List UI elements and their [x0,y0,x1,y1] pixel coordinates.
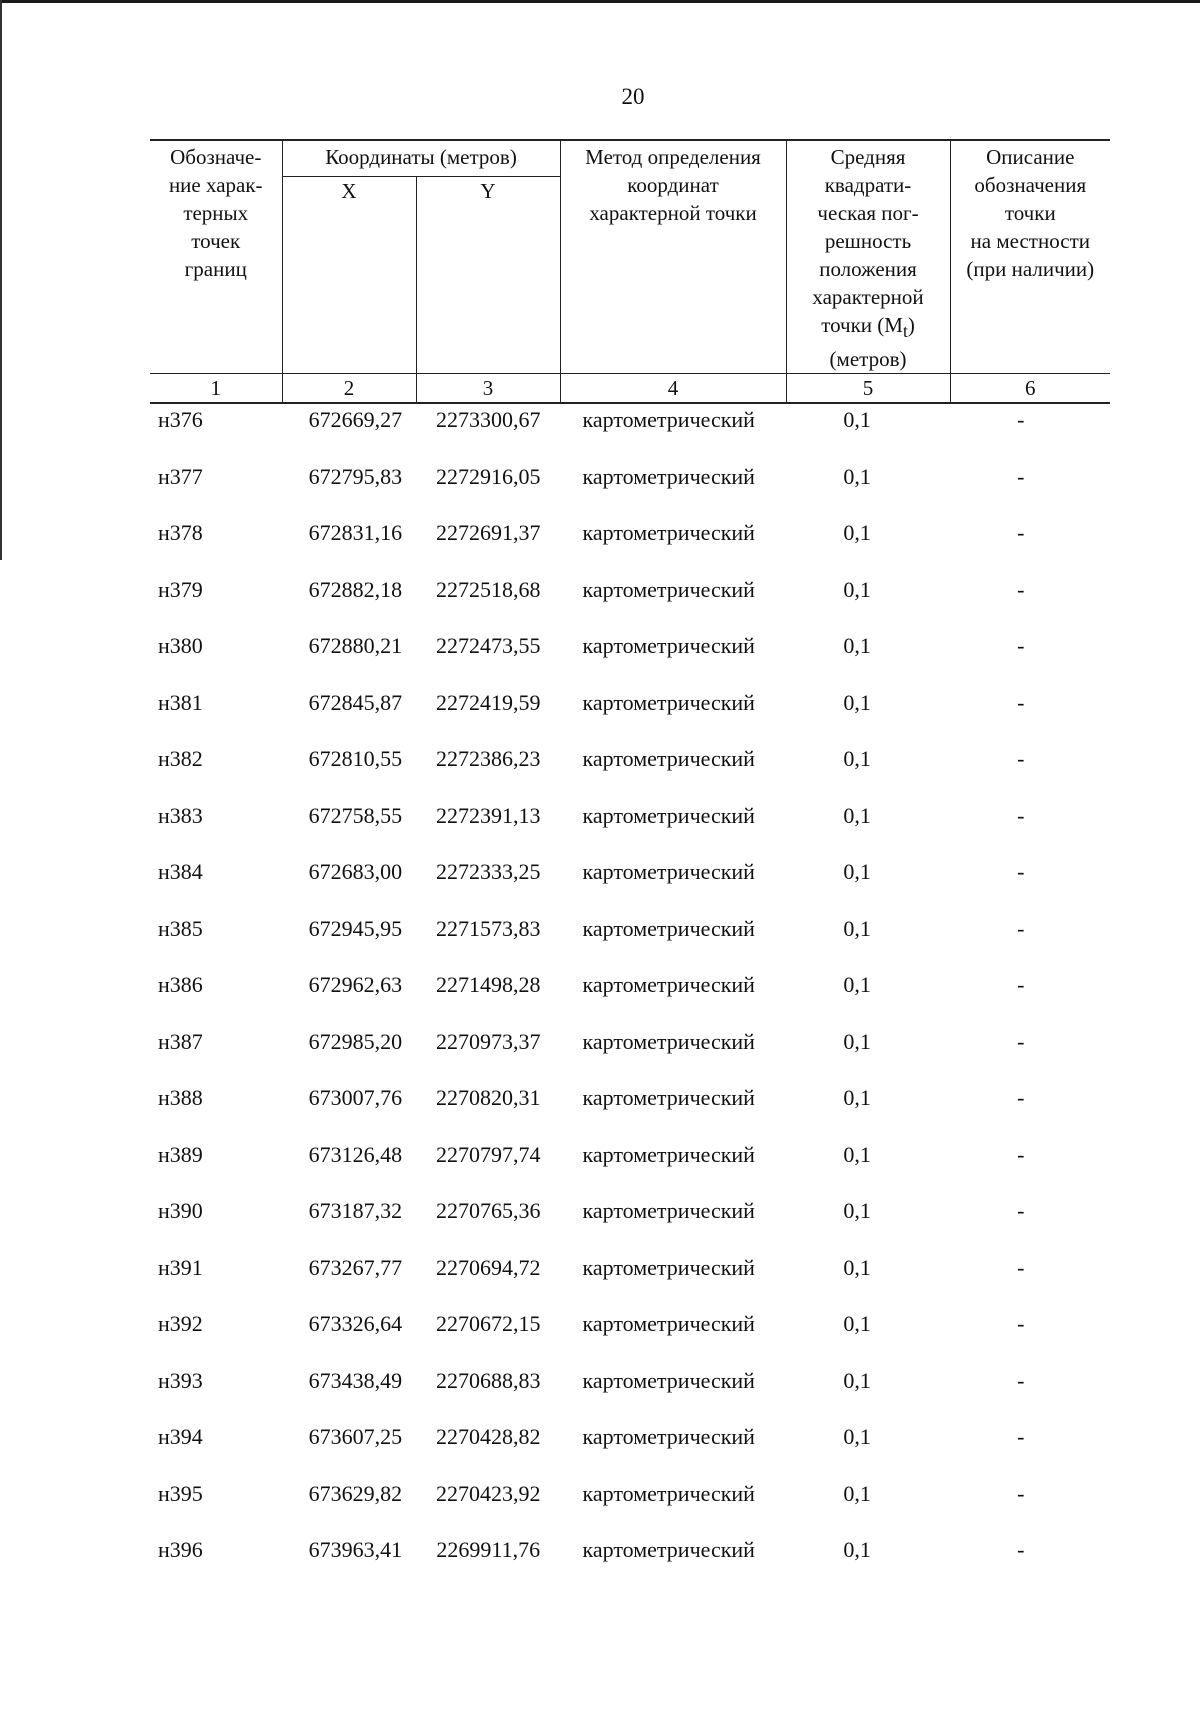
cell-error: 0,1 [843,1198,871,1223]
cell-point: н395 [158,1480,203,1506]
header-mean-square-error [786,140,950,374]
cell-x: 672880,21 [308,633,403,658]
table-row [150,735,1110,792]
cell-point: н387 [158,1028,203,1054]
cell-y: 2272386,23 [435,746,541,771]
cell-point: н384 [158,859,203,884]
cell-point: н379 [158,576,203,602]
cell-description: - [1017,1198,1025,1223]
cell-method: картометрический [582,1198,755,1223]
cell-x: 673187,32 [308,1198,403,1223]
cell-method: картометрический [582,1537,755,1562]
cell-point: н380 [158,633,203,658]
cell-description: - [1017,576,1025,602]
table-row [150,1244,1110,1301]
table-row [150,792,1110,849]
cell-point: н390 [158,1198,203,1223]
cell-point: н376 [158,407,203,432]
cell-method: картометрический [582,576,755,602]
cell-point: н393 [158,1367,203,1393]
cell-error: 0,1 [843,1085,871,1110]
cell-x: 672758,55 [308,802,403,828]
cell-error: 0,1 [843,407,871,432]
cell-error: 0,1 [843,859,871,884]
cell-x: 672985,20 [308,1028,403,1054]
cell-x: 673629,82 [308,1480,403,1506]
cell-x: 672882,18 [308,576,403,602]
cell-method: картометрический [582,520,755,545]
cell-point: н382 [158,746,203,771]
cell-method: картометрический [582,1367,755,1393]
cell-description: - [1017,463,1025,489]
cell-point: н386 [158,972,203,997]
cell-point: н385 [158,915,203,941]
cell-x: 672845,87 [308,689,403,715]
table-row [150,848,1110,905]
cell-point: н381 [158,689,203,715]
table-header [150,139,1110,404]
cell-error: 0,1 [843,576,871,602]
cell-error: 0,1 [843,1254,871,1280]
table-body [150,396,1110,1583]
cell-description: - [1017,689,1025,715]
table-row [150,1131,1110,1188]
header-method [560,140,786,374]
cell-description: - [1017,1480,1025,1506]
cell-method: картометрический [582,972,755,997]
cell-y: 2272916,05 [435,463,541,489]
header-description [950,140,1110,374]
header-coordinates-title: Координаты (метров) [282,140,560,177]
header-col1-line: Обозначе- [170,145,262,169]
cell-method: картометрический [582,1311,755,1336]
cell-error: 0,1 [843,1141,871,1167]
cell-error: 0,1 [843,1480,871,1506]
table-row [150,679,1110,736]
cell-x: 673963,41 [308,1537,403,1562]
cell-method: картометрический [582,746,755,771]
header-col4-line: координат [627,173,719,197]
cell-description: - [1017,1537,1025,1562]
header-number-5: 5 [786,374,950,404]
cell-description: - [1017,1085,1025,1110]
cell-error: 0,1 [843,689,871,715]
header-col6-line: точки [1004,201,1056,225]
page-number: 20 [621,84,645,109]
header-col1-line: ние харак- [168,173,263,197]
cell-method: картометрический [582,1254,755,1280]
header-col5-line: ческая пог- [817,201,919,225]
header-col5-line: Средняя [830,145,906,169]
cell-point: н394 [158,1424,203,1449]
cell-error: 0,1 [843,1028,871,1054]
cell-x: 672683,00 [308,859,403,884]
cell-method: картометрический [582,1480,755,1506]
header-col4-line: характерной точки [589,201,757,225]
header-col6-line: (при наличии) [966,257,1095,281]
cell-error: 0,1 [843,802,871,828]
cell-x: 672945,95 [308,915,403,941]
cell-description: - [1017,520,1025,545]
cell-description: - [1017,859,1025,884]
cell-point: н396 [158,1537,203,1562]
header-col1-line: терных [183,201,249,225]
cell-y: 2270688,83 [435,1367,541,1393]
cell-y: 2270820,31 [435,1085,541,1110]
header-col6-line: обозначения [974,173,1087,197]
table-row [150,453,1110,510]
table-row [150,509,1110,566]
header-col5-line: квадрати- [824,173,912,197]
header-number-6: 6 [950,374,1110,404]
cell-description: - [1017,1254,1025,1280]
header-number-2: 2 [282,374,416,404]
cell-error: 0,1 [843,1424,871,1449]
cell-point: н392 [158,1311,203,1336]
cell-y: 2272333,25 [435,859,541,884]
cell-y: 2272518,68 [435,576,541,602]
header-col5-mt-line [787,311,950,345]
header-col1-line: границ [184,257,247,281]
cell-error: 0,1 [843,1537,871,1562]
header-col5-line: положения [819,257,917,281]
cell-method: картометрический [582,633,755,658]
cell-y: 2272473,55 [435,633,541,658]
header-col6-line: Описание [986,145,1075,169]
table-row [150,1470,1110,1527]
header-col5-line: решность [824,229,912,253]
table-row [150,1300,1110,1357]
cell-x: 672795,83 [308,463,403,489]
cell-error: 0,1 [843,972,871,997]
cell-method: картометрический [582,1141,755,1167]
cell-y: 2272419,59 [435,689,541,715]
cell-y: 2270428,82 [435,1424,541,1449]
cell-point: н383 [158,802,203,828]
table-row [150,961,1110,1018]
table-row [150,1074,1110,1131]
cell-x: 673267,77 [308,1254,403,1280]
header-number-1: 1 [150,374,282,404]
cell-error: 0,1 [843,1367,871,1393]
header-point-designation [150,140,282,374]
header-col-x: X [282,177,416,374]
cell-x: 673607,25 [308,1424,403,1449]
cell-point: н378 [158,520,203,545]
header-col-y: Y [416,177,560,374]
cell-y: 2270694,72 [435,1254,541,1280]
cell-method: картометрический [582,915,755,941]
table-row [150,622,1110,679]
header-col5-line: характерной [812,285,924,309]
cell-y: 2271498,28 [435,972,541,997]
cell-y: 2270765,36 [435,1198,541,1223]
cell-point: н391 [158,1254,203,1280]
cell-description: - [1017,1367,1025,1393]
table-row [150,905,1110,962]
cell-error: 0,1 [843,463,871,489]
cell-y: 2273300,67 [435,407,541,432]
cell-x: 672810,55 [308,746,403,771]
cell-method: картометрический [582,802,755,828]
cell-x: 673007,76 [308,1085,403,1110]
cell-description: - [1017,915,1025,941]
cell-point: н389 [158,1141,203,1167]
cell-point: н388 [158,1085,203,1110]
header-col1-line: точек [191,229,241,253]
cell-error: 0,1 [843,915,871,941]
cell-method: картометрический [582,407,755,432]
cell-method: картометрический [582,463,755,489]
table-row [150,1357,1110,1414]
cell-method: картометрический [582,1085,755,1110]
cell-method: картометрический [582,689,755,715]
cell-x: 672669,27 [308,407,403,432]
table-row [150,1413,1110,1470]
cell-y: 2270797,74 [435,1141,541,1167]
table-row [150,566,1110,623]
cell-x: 673126,48 [308,1141,403,1167]
cell-y: 2270973,37 [435,1028,541,1054]
cell-y: 2271573,83 [435,915,541,941]
header-number-4: 4 [560,374,786,404]
cell-method: картометрический [582,1028,755,1054]
header-col4-line: Метод определения [585,145,761,169]
cell-error: 0,1 [843,1311,871,1336]
cell-x: 673326,64 [308,1311,403,1336]
cell-description: - [1017,407,1025,432]
header-col5-mt-suffix: ) [907,313,915,337]
header-col5-line: (метров) [829,347,907,372]
cell-y: 2270672,15 [435,1311,541,1336]
cell-description: - [1017,972,1025,997]
cell-x: 672831,16 [308,520,403,545]
cell-description: - [1017,1028,1025,1054]
cell-description: - [1017,802,1025,828]
cell-point: н377 [158,463,203,489]
table-row [150,396,1110,453]
cell-description: - [1017,746,1025,771]
cell-error: 0,1 [843,520,871,545]
cell-y: 2272691,37 [435,520,541,545]
cell-description: - [1017,1311,1025,1336]
cell-x: 672962,63 [308,972,403,997]
table-row [150,1018,1110,1075]
cell-description: - [1017,1141,1025,1167]
cell-description: - [1017,1424,1025,1449]
cell-error: 0,1 [843,746,871,771]
table-row [150,1526,1110,1583]
header-col6-line: на местности [970,229,1090,253]
cell-y: 2272391,13 [435,802,541,828]
cell-x: 673438,49 [308,1367,403,1393]
table-row [150,1187,1110,1244]
scan-edge-top [0,0,1200,3]
cell-method: картометрический [582,1424,755,1449]
header-col5-mt-sub: t [902,321,908,342]
cell-y: 2270423,92 [435,1480,541,1506]
header-number-3: 3 [416,374,560,404]
cell-error: 0,1 [843,633,871,658]
cell-description: - [1017,633,1025,658]
header-col5-mt-prefix: точки (M [821,313,903,337]
cell-method: картометрический [582,859,755,884]
cell-y: 2269911,76 [436,1537,541,1562]
